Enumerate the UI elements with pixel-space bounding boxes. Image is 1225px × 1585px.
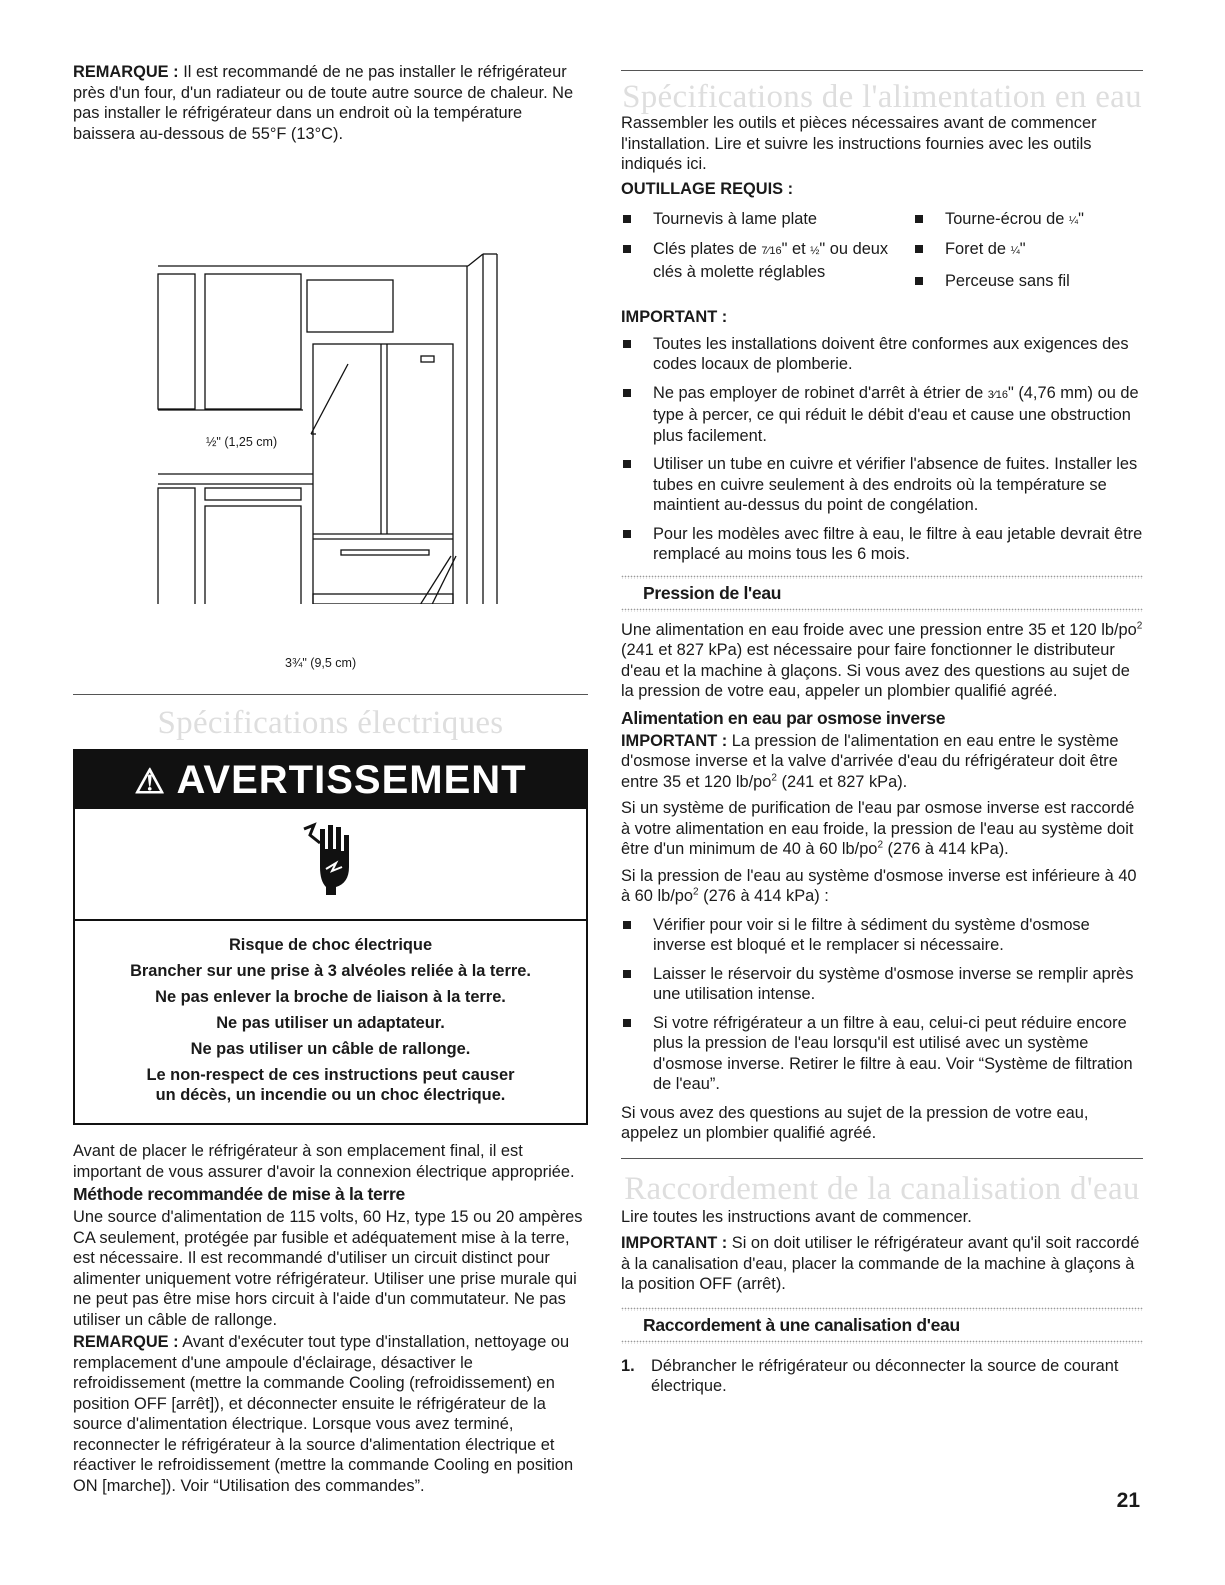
diagram-svg <box>73 154 588 604</box>
dotted-rule <box>621 608 1143 612</box>
tool-text: " <box>1019 240 1026 258</box>
warning-text <box>75 921 586 1123</box>
warning-line-6: Le non-respect de ces instructions peut causer un décès, un incendie ou un choc électrique. <box>146 1066 515 1104</box>
osmose-important-text: (241 et 827 kPa). <box>776 772 908 791</box>
osmose-text: Si la pression de l'eau au système d'osmose inverse est inférieure à 40 à 60 lb/po <box>621 866 1137 905</box>
bullet-icon <box>915 277 923 285</box>
grounding-heading: Méthode recommandée de mise à la terre <box>73 1184 405 1204</box>
fraction: ¼ <box>1010 245 1020 257</box>
warning-line-4: Ne pas utiliser un adaptateur. <box>216 1014 445 1032</box>
tool-item <box>913 271 1175 292</box>
section-divider-water <box>621 70 1143 71</box>
warning-line-5: Ne pas utiliser un câble de rallonge. <box>190 1040 471 1058</box>
fraction: 7⁄16 <box>761 245 782 257</box>
tool-text: Foret de <box>945 240 1011 258</box>
important-text: Utiliser un tube en cuivre et vérifier l'absence de fuites. Installer les tubes en cuivre seulement à des endroits où la température se maintient au-dessus du point de congélation. <box>653 455 1138 514</box>
remarque-text: Il est recommandé de ne pas installer le réfrigérateur près d'un four, d'un radiateur ou de toute autre source de chaleur. Ne pas installer le réfrigérateur dans un endroit où la température baissera au-dessous de 55°F (13°C). <box>73 63 574 143</box>
bullet-icon <box>623 921 631 929</box>
superscript: 2 <box>877 839 883 851</box>
warning-banner-text: AVERTISSEMENT <box>176 758 527 802</box>
important-item <box>621 524 1143 565</box>
pressure-text-a: Une alimentation en eau froide avec une pression entre 35 et 120 lb/po <box>621 620 1137 639</box>
refrigerator-installation-diagram <box>73 154 588 670</box>
section-divider <box>73 694 588 695</box>
bullet-icon <box>623 340 631 348</box>
warning-banner <box>75 751 586 809</box>
tools-list <box>621 209 1143 305</box>
osmose-important-text: La pression de l'alimentation en eau entre le système d'osmose inverse et la valve d'arrivée d'eau du réfrigérateur doit être entre 35 et 120 lb/po <box>621 731 1119 791</box>
important-label: IMPORTANT : <box>621 731 728 750</box>
osmose-closing: Si vous avez des questions au sujet de la pression de votre eau, appelez un plombier qualifié agréé. <box>621 1103 1089 1142</box>
osmose-text: (276 à 414 kPa) : <box>698 887 829 905</box>
step-number: 1. <box>621 1356 635 1375</box>
right-column <box>621 70 1143 1397</box>
electrical-intro: Avant de placer le réfrigérateur à son emplacement final, il est important de vous assurer d'avoir la connexion électrique appropriée. <box>73 1142 575 1181</box>
important-heading: IMPORTANT : <box>621 308 728 326</box>
osmose-item <box>621 1013 1143 1095</box>
fraction: ¼ <box>1068 215 1079 227</box>
tool-item <box>913 239 1175 262</box>
warning-line-1: Risque de choc électrique <box>228 936 433 954</box>
step-1 <box>621 1356 1143 1397</box>
superscript: 2 <box>693 886 699 898</box>
remarque2-label: REMARQUE : <box>73 1333 179 1351</box>
dotted-rule <box>621 1340 1143 1344</box>
tool-text: Tourne-écrou de <box>945 210 1069 228</box>
important-text: Toutes les installations doivent être conformes aux exigences des codes locaux de plomberie. <box>653 334 1129 373</box>
tool-item <box>913 209 1175 232</box>
important-item <box>621 383 1143 447</box>
tool-text: " ou deux clés à molette réglables <box>653 240 889 281</box>
osmose-p2 <box>621 798 1143 860</box>
osmose-item <box>621 915 1143 956</box>
warning-box <box>73 749 588 1125</box>
water-intro: Rassembler les outils et pièces nécessaires avant de commencer l'installation. Lire et suivre les instructions fournies avec les outils indiqués ici. <box>621 114 1097 173</box>
remarque2-paragraph <box>73 1332 588 1496</box>
bullet-icon <box>623 970 631 978</box>
warning-triangle-icon: ⚠ <box>134 763 166 801</box>
osmose-text: (276 à 414 kPa). <box>883 840 1009 858</box>
osmose-item <box>621 964 1143 1005</box>
bullet-icon <box>915 215 923 223</box>
warning-line-2: Brancher sur une prise à 3 alvéoles reliée à la terre. <box>130 962 531 980</box>
pressure-heading: Pression de l'eau <box>643 582 782 603</box>
bullet-icon <box>623 215 631 223</box>
remarque-paragraph <box>73 62 588 144</box>
remarque-label: REMARQUE : <box>73 63 179 81</box>
important-text: " (4,76 mm) ou de type à percer, ce qui réduit le débit d'eau et cause une obstruction plus facilement. <box>653 383 1139 445</box>
important-label: IMPORTANT : <box>621 1234 728 1252</box>
warning-icon-area <box>75 809 586 921</box>
page-number: 21 <box>1116 1489 1140 1512</box>
important-text: Ne pas employer de robinet d'arrêt à étrier de <box>653 383 988 402</box>
osmose-heading: Alimentation en eau par osmose inverse <box>621 707 946 728</box>
superscript: 2 <box>1136 620 1143 632</box>
bullet-icon <box>623 1019 631 1027</box>
tool-text: Perceuse sans fil <box>945 272 1070 290</box>
fraction: 3⁄16 <box>987 388 1008 401</box>
tool-text: Clés plates de <box>653 240 762 258</box>
bullet-icon <box>623 530 631 538</box>
important-item <box>621 334 1143 375</box>
osmose-item-text: Vérifier pour voir si le filtre à sédiment du système d'osmose inverse est bloqué et le remplacer si nécessaire. <box>653 915 1090 954</box>
osmose-item-text: Si votre réfrigérateur a un filtre à eau, celui-ci peut réduire encore plus la pression de l'eau lorsqu'il est utilisé avec un système d'osmose inverse. Retirer le filtre à eau. Voir “Système de filtration de l'eau”. <box>653 1013 1133 1093</box>
fraction: ½ <box>810 245 820 257</box>
osmose-item-text: Laisser le réservoir du système d'osmose inverse se remplir après une utilisation intense. <box>653 964 1134 1003</box>
osmose-p3 <box>621 866 1143 907</box>
section-title-electrical: Spécifications électriques <box>157 705 504 741</box>
osmose-text: Si un système de purification de l'eau par osmose inverse est raccordé à votre alimentation en eau froide, la pression de l'eau au système doit être d'un minimum de 40 à 60 lb/po <box>621 799 1135 858</box>
left-column <box>73 62 588 1496</box>
superscript: 2 <box>771 772 777 784</box>
pressure-text-b: (241 et 827 kPa) est nécessaire pour faire fonctionner le distributeur d'eau et la machine à glaçons. Si vous avez des questions au sujet de la pression de votre eau, appeler un plombier qualifié agréé. <box>621 641 1130 700</box>
important-text: Pour les modèles avec filtre à eau, le filtre à eau jetable devrait être remplacé au moins tous les 6 mois. <box>653 524 1143 563</box>
tool-text: " et <box>781 240 811 258</box>
tool-text: " <box>1078 210 1084 228</box>
tools-heading: OUTILLAGE REQUIS : <box>621 179 794 198</box>
raccord-p1: Lire toutes les instructions avant de commencer. <box>621 1207 972 1226</box>
bullet-icon <box>623 245 631 253</box>
tool-item <box>621 239 908 282</box>
bullet-icon <box>915 245 923 253</box>
tool-text: Tournevis à lame plate <box>653 210 817 228</box>
section-divider-raccord <box>621 1158 1143 1159</box>
grounding-text: Une source d'alimentation de 115 volts, 60 Hz, type 15 ou 20 ampères CA seulement, protégée par fusible et adéquatement mise à la terre, est nécessaire. Il est recommandé d'utiliser un circuit distinct pour alimenter uniquement votre réfrigérateur. Utiliser une prise murale qui ne peut pas être mise hors circuit à l'aide d'un commutateur. Ne pas utiliser un câble de rallonge. <box>73 1208 583 1329</box>
warning-line-3: Ne pas enlever la broche de liaison à la terre. <box>155 988 506 1006</box>
important-item <box>621 454 1143 516</box>
dimension-label-bottom: 3¾" (9,5 cm) <box>285 656 357 670</box>
tool-item <box>621 209 908 230</box>
section-title-water: Spécifications de l'alimentation en eau <box>622 79 1142 115</box>
bullet-icon <box>623 460 631 468</box>
raccord-important <box>621 1233 1143 1295</box>
step-text: Débrancher le réfrigérateur ou déconnecter la source de courant électrique. <box>651 1356 1119 1395</box>
dimension-label-top: ½" (1,25 cm) <box>206 435 278 449</box>
raccord-heading: Raccordement à une canalisation d'eau <box>643 1314 960 1335</box>
osmose-important <box>621 731 1143 793</box>
section-title-raccord: Raccordement de la canalisation d'eau <box>624 1170 1140 1207</box>
pressure-text <box>621 620 1143 702</box>
bullet-icon <box>623 389 631 397</box>
remarque2-text: Avant d'exécuter tout type d'installation, nettoyage ou remplacement d'une ampoule d'éclairage, désactiver le refroidissement (mettre la commande Cooling (refroidissement) en position OFF [arrêt]), et déconnecter ensuite le réfrigérateur de la source d'alimentation électrique. Lorsque vous avez terminé, reconnecter le réfrigérateur à la source d'alimentation électrique et réactiver le refroidissement (mettre la commande Cooling en position ON [marche]). Voir “Utilisation des commandes”. <box>73 1333 574 1495</box>
raccord-important-text: Si on doit utiliser le réfrigérateur avant qu'il soit raccordé à la canalisation d'eau, placer la commande de la machine à glaçons à la position OFF (arrêt). <box>621 1234 1140 1293</box>
electric-shock-hand-icon <box>300 821 360 901</box>
